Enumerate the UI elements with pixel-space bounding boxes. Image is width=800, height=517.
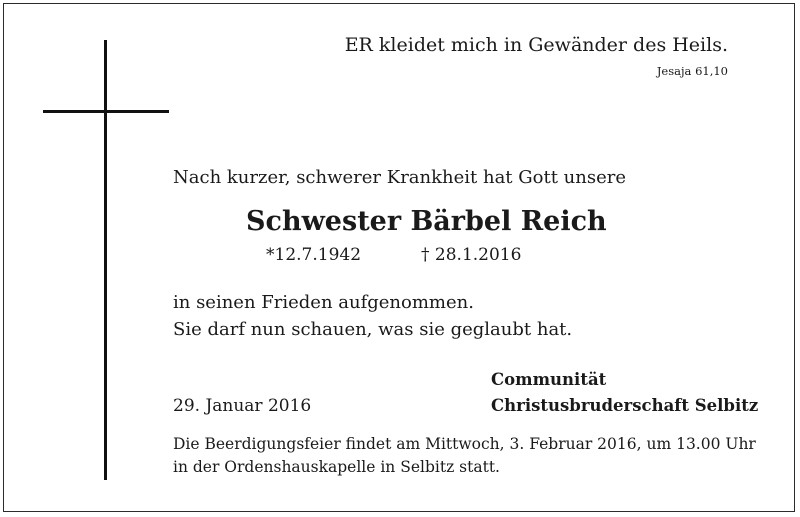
bible-verse-reference: Jesaja 61,10: [656, 64, 728, 78]
body-text-line-2: Sie darf nun schauen, was sie geglaubt hat.: [173, 319, 573, 340]
death-date: † 28.1.2016: [421, 245, 522, 265]
notice-date: 29. Januar 2016: [173, 396, 312, 416]
body-text-line-1: in seinen Frieden aufgenommen.: [173, 292, 474, 313]
signature-line-1: Communität: [491, 370, 607, 389]
cross-horizontal-bar: [43, 110, 169, 113]
signature-line-2: Christusbruderschaft Selbitz: [491, 396, 759, 415]
bible-verse: ER kleidet mich in Gewänder des Heils.: [344, 34, 728, 56]
funeral-info-line-2: in der Ordenshauskapelle in Selbitz statt.: [173, 458, 500, 476]
deceased-name: Schwester Bärbel Reich: [246, 206, 607, 237]
birth-date: *12.7.1942: [266, 245, 362, 265]
cross-vertical-bar: [104, 40, 107, 480]
intro-text: Nach kurzer, schwerer Krankheit hat Gott unsere: [173, 167, 626, 188]
funeral-info-line-1: Die Beerdigungsfeier findet am Mittwoch, 3. Februar 2016, um 13.00 Uhr: [173, 435, 756, 453]
